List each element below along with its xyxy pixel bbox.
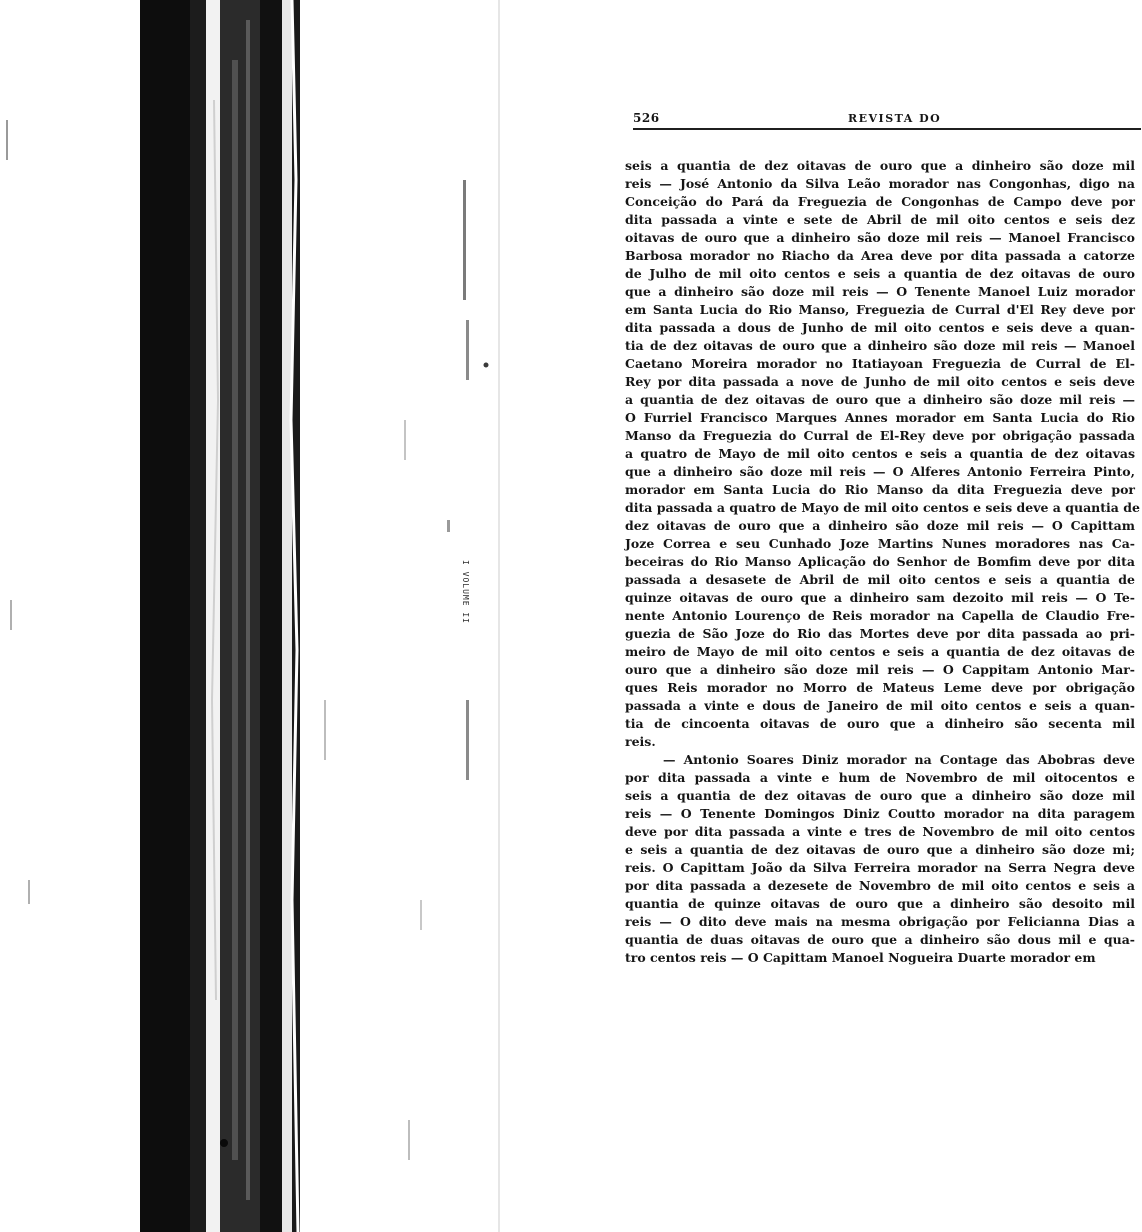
text-line: ques Reis morador no Morro de Mateus Leme deve por obrigação (625, 680, 1135, 695)
text-line: Caetano Moreira morador no Itatiayoan Freguezia de Curral de El- (625, 356, 1135, 371)
text-line: Manso da Freguezia do Curral de El-Rey deve por obrigação passada (625, 428, 1135, 443)
text-line: reis — José Antonio da Silva Leão morador nas Congonhas, digo na (625, 176, 1135, 191)
text-line: e seis a quantia de dez oitavas de ouro que a dinheiro são doze mi; (625, 842, 1135, 857)
text-line: oitavas de ouro que a dinheiro são doze mil reis — Manoel Francisco (625, 230, 1135, 245)
text-line: seis a quantia de dez oitavas de ouro que a dinheiro são doze mil (625, 158, 1135, 173)
text-line: reis — O Tenente Domingos Diniz Coutto morador na dita paragem (625, 806, 1135, 821)
text-line: beceiras do Rio Manso Aplicação do Senhor de Bomfim deve por dita (625, 554, 1135, 569)
text-line: tia de dez oitavas de ouro que a dinheiro são doze mil reis — Manoel (625, 338, 1135, 353)
text-line: Joze Correa e seu Cunhado Joze Martins Nunes moradores nas Ca- (625, 536, 1135, 551)
spine-label: I VOLUME II (461, 560, 470, 624)
text-line: passada a vinte e dous de Janeiro de mil oito centos e seis a quan- (625, 698, 1135, 713)
text-line: morador em Santa Lucia do Rio Manso da dita Freguezia deve por (625, 482, 1135, 497)
text-line: nente Antonio Lourenço de Reis morador na Capella de Claudio Fre- (625, 608, 1135, 623)
text-line: passada a desasete de Abril de mil oito centos e seis a quantia de (625, 572, 1135, 587)
page-number: 526 (633, 111, 660, 125)
text-line: por dita passada a vinte e hum de Novembro de mil oitocentos e (625, 770, 1135, 785)
text-line: tia de cincoenta oitavas de ouro que a dinheiro são secenta mil (625, 716, 1135, 731)
text-line: dez oitavas de ouro que a dinheiro são doze mil reis — O Capittam (625, 518, 1135, 533)
text-line: dita passada a quatro de Mayo de mil oito centos e seis deve a quantia de (625, 500, 1140, 515)
text-line: tro centos reis — O Capittam Manoel Nogueira Duarte morador em (625, 950, 1096, 965)
text-line: reis — O dito deve mais na mesma obrigação por Felicianna Dias a (625, 914, 1135, 929)
text-line: em Santa Lucia do Rio Manso, Freguezia de Curral d'El Rey deve por (625, 302, 1135, 317)
text-line: a quatro de Mayo de mil oito centos e seis a quantia de dez oitavas (625, 446, 1135, 461)
text-line: quantia de quinze oitavas de ouro que a dinheiro são desoito mil (625, 896, 1135, 911)
text-line: Conceição do Pará da Freguezia de Congonhas de Campo deve por (625, 194, 1135, 209)
text-line: de Julho de mil oito centos e seis a quantia de dez oitavas de ouro (625, 266, 1135, 281)
text-line: guezia de São Joze do Rio das Mortes deve por dita passada ao pri- (625, 626, 1135, 641)
text-line: quinze oitavas de ouro que a dinheiro sam dezoito mil reis — O Te- (625, 590, 1135, 605)
text-line: reis. O Capittam João da Silva Ferreira morador na Serra Negra deve (625, 860, 1135, 875)
page-header (633, 110, 1141, 130)
text-line: deve por dita passada a vinte e tres de Novembro de mil oito centos (625, 824, 1135, 839)
text-line: ouro que a dinheiro são doze mil reis — O Cappitam Antonio Mar- (625, 662, 1135, 677)
text-line: que a dinheiro são doze mil reis — O Alferes Antonio Ferreira Pinto, (625, 464, 1135, 479)
running-head: REVISTA DO (848, 112, 942, 125)
text-line: dita passada a dous de Junho de mil oito centos e seis deve a quan- (625, 320, 1135, 335)
text-line: meiro de Mayo de mil oito centos e seis a quantia de dez oitavas de (625, 644, 1135, 659)
text-line: a quantia de dez oitavas de ouro que a dinheiro são doze mil reis — (625, 392, 1135, 407)
text-line: reis. (625, 734, 656, 749)
text-line: dita passada a vinte e sete de Abril de mil oito centos e seis dez (625, 212, 1135, 227)
text-line: O Furriel Francisco Marques Annes morador em Santa Lucia do Rio (625, 410, 1135, 425)
text-line: que a dinheiro são doze mil reis — O Tenente Manoel Luiz morador (625, 284, 1135, 299)
text-line: Barbosa morador no Riacho da Area deve por dita passada a catorze (625, 248, 1135, 263)
text-line: por dita passada a dezesete de Novembro de mil oito centos e seis a (625, 878, 1135, 893)
body-text (625, 157, 1139, 1057)
text-line: — Antonio Soares Diniz morador na Contage das Abobras deve (663, 752, 1135, 767)
text-line: Rey por dita passada a nove de Junho de mil oito centos e seis deve (625, 374, 1135, 389)
text-line: quantia de duas oitavas de ouro que a dinheiro são dous mil e qua- (625, 932, 1135, 947)
text-line: seis a quantia de dez oitavas de ouro que a dinheiro são doze mil (625, 788, 1135, 803)
scanner-edge-shadow (0, 0, 150, 1232)
